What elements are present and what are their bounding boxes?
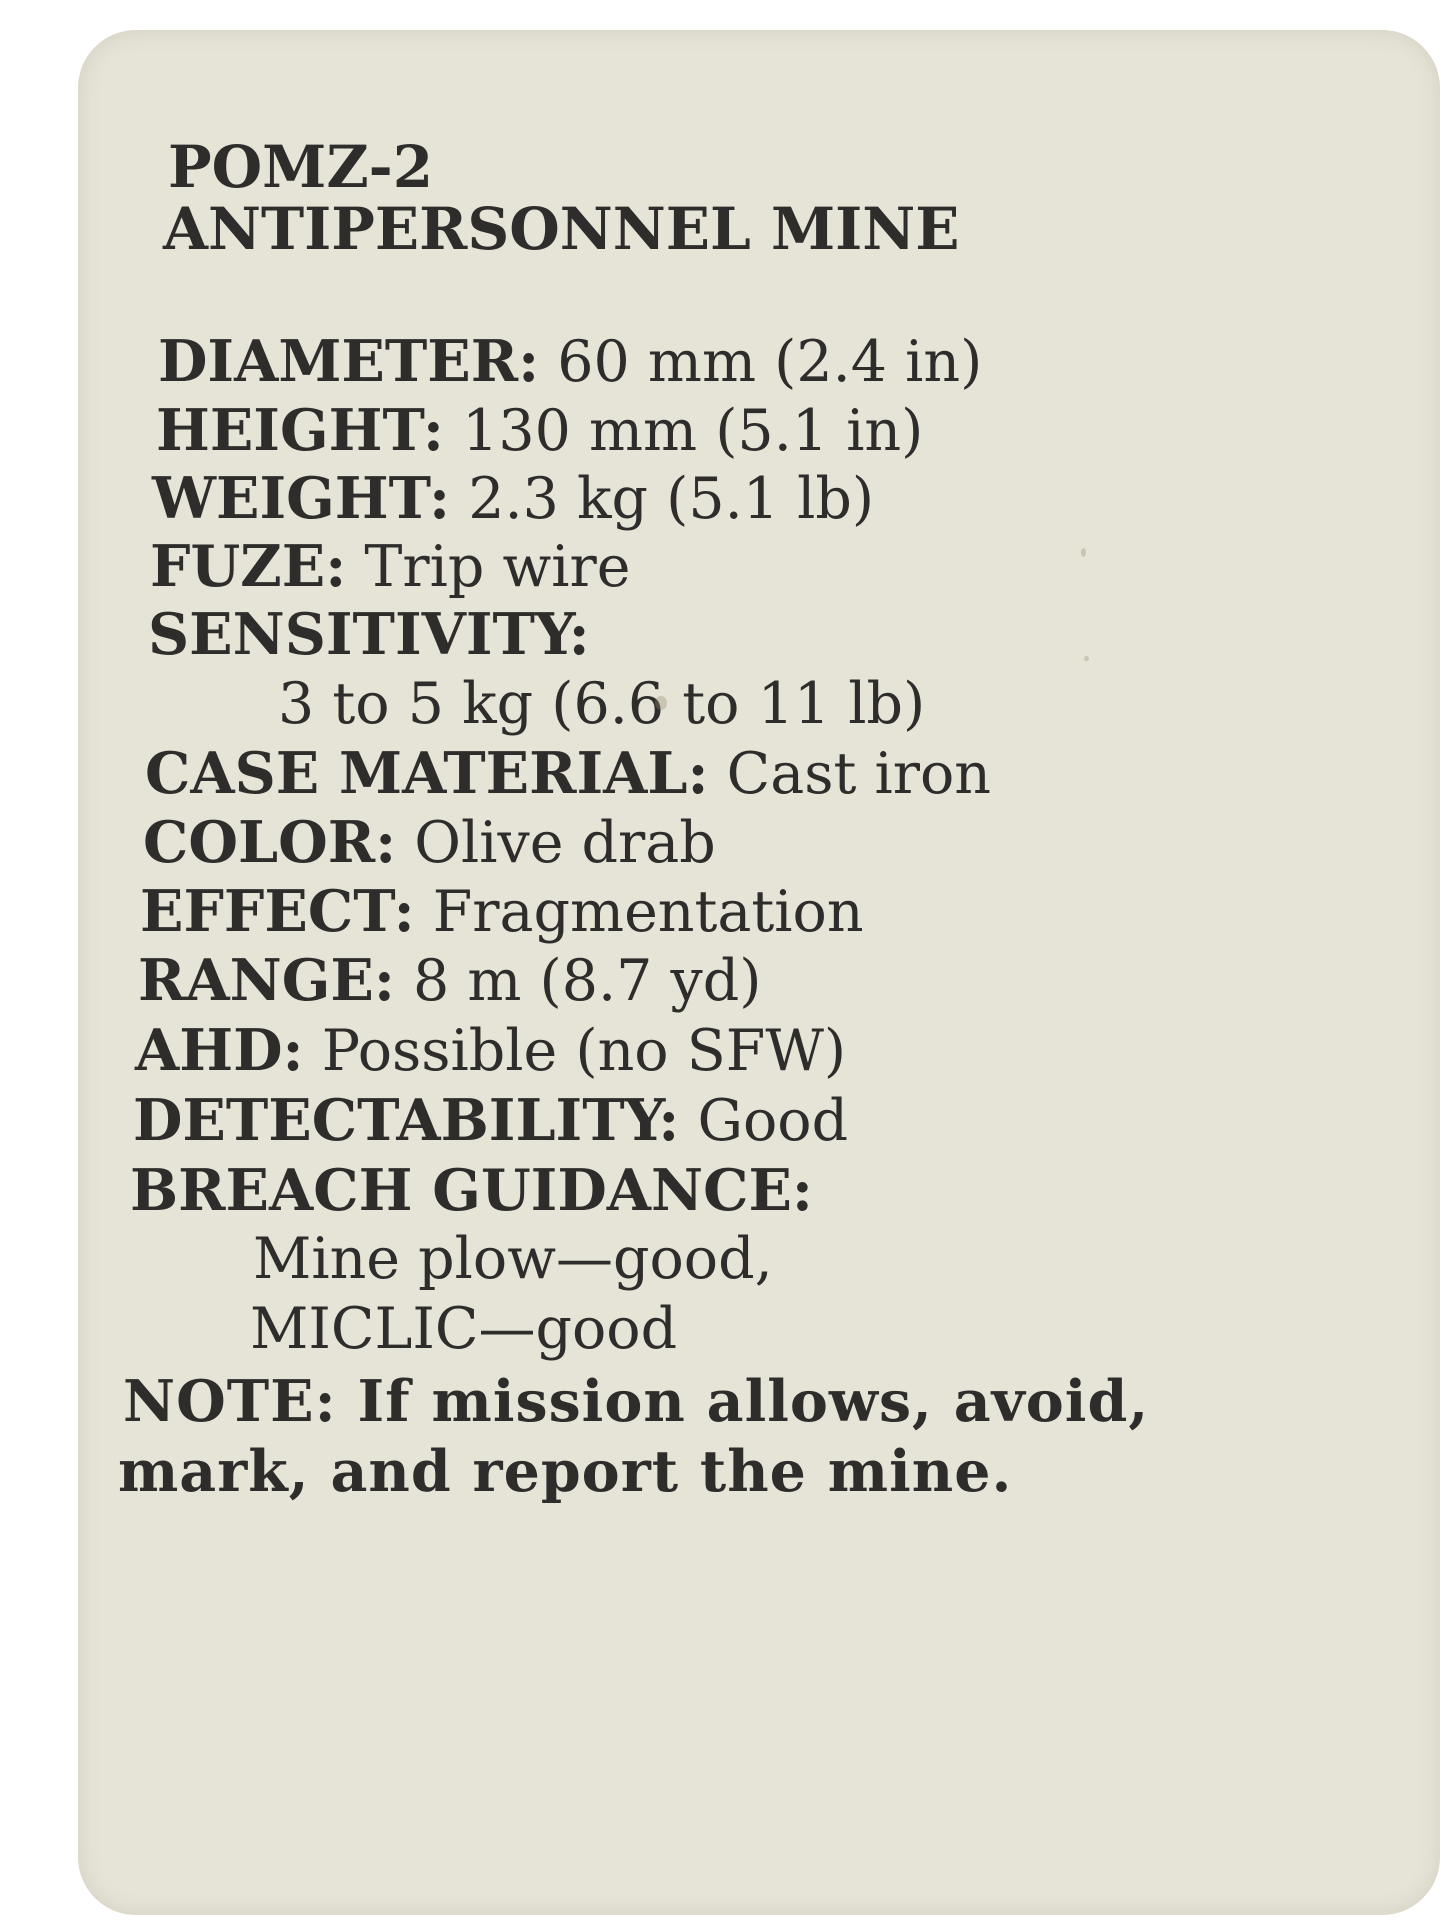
- breach-guidance-line-2: MICLIC—good: [250, 1296, 678, 1362]
- spec-ahd-label: AHD:: [135, 1017, 304, 1084]
- note-line-2: mark, and report the mine.: [118, 1438, 1013, 1505]
- spec-color-value: Olive drab: [414, 810, 716, 876]
- spec-breach-guidance-label: BREACH GUIDANCE:: [130, 1157, 813, 1224]
- spec-sensitivity-label: SENSITIVITY:: [148, 601, 590, 668]
- spec-case-material-label: CASE MATERIAL:: [145, 740, 709, 807]
- mine-reference-card: [78, 30, 1440, 1915]
- spec-fuze: [150, 533, 631, 600]
- spec-fuze-value: Trip wire: [364, 534, 631, 600]
- spec-case-material-value: Cast iron: [726, 741, 992, 807]
- spec-diameter-label: DIAMETER:: [158, 328, 540, 395]
- spec-range-value: 8 m (8.7 yd): [413, 948, 762, 1014]
- spec-case-material: [145, 740, 992, 807]
- spec-effect: [140, 878, 864, 945]
- spec-effect-value: Fragmentation: [432, 879, 864, 945]
- spec-fuze-label: FUZE:: [150, 533, 347, 600]
- spec-sensitivity-value: 3 to 5 kg (6.6 to 11 lb): [278, 671, 926, 737]
- spec-weight-label: WEIGHT:: [152, 465, 451, 532]
- spec-detectability-label: DETECTABILITY:: [133, 1087, 680, 1154]
- stain-mark: [1081, 548, 1086, 557]
- spec-diameter-value: 60 mm (2.4 in): [557, 329, 983, 395]
- spec-range: [138, 947, 762, 1014]
- breach-guidance-line-1: Mine plow—good,: [253, 1226, 773, 1292]
- spec-color-label: COLOR:: [143, 809, 397, 876]
- spec-height-label: HEIGHT:: [156, 397, 444, 464]
- spec-height-value: 130 mm (5.1 in): [462, 398, 924, 464]
- spec-breach-guidance: [130, 1157, 813, 1224]
- spec-weight: [152, 465, 875, 532]
- spec-ahd-value: Possible (no SFW): [321, 1018, 847, 1084]
- spec-effect-label: EFFECT:: [140, 878, 415, 945]
- spec-detectability: [133, 1087, 849, 1154]
- spec-height: [156, 397, 924, 464]
- note-line-1: NOTE: If mission allows, avoid,: [123, 1368, 1150, 1435]
- spec-color: [143, 809, 716, 876]
- stain-mark: [1084, 656, 1089, 661]
- spec-weight-value: 2.3 kg (5.1 lb): [468, 466, 875, 532]
- spec-ahd: [135, 1017, 847, 1084]
- spec-detectability-value: Good: [697, 1088, 849, 1154]
- spec-diameter: [158, 328, 983, 395]
- card-title-type: ANTIPERSONNEL MINE: [163, 195, 960, 263]
- stain-mark: [655, 696, 667, 710]
- card-title-model: POMZ-2: [168, 133, 434, 201]
- spec-range-label: RANGE:: [138, 947, 395, 1014]
- spec-sensitivity: [148, 601, 590, 668]
